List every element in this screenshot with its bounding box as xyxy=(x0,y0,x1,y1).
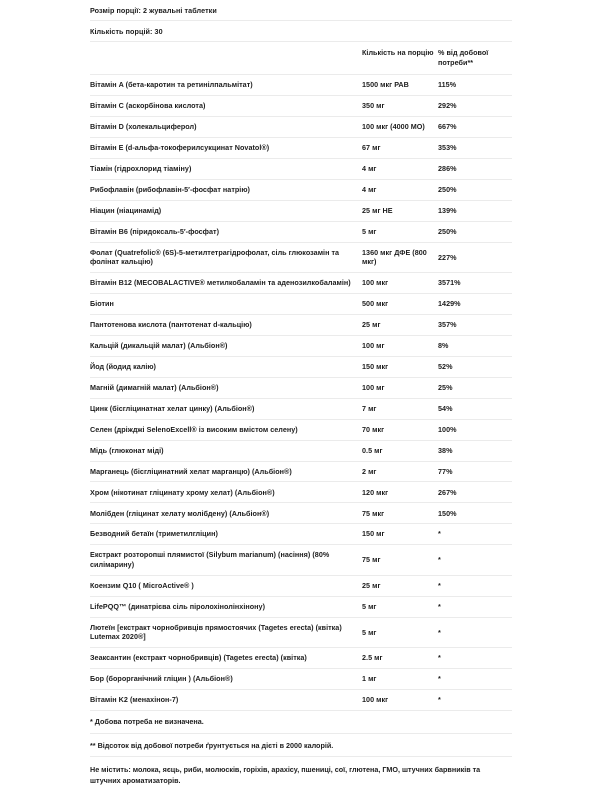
nutrient-daily-value: 250% xyxy=(438,221,512,242)
nutrient-name: Бор (борорганічний гліцин ) (Альбіон®) xyxy=(90,669,362,690)
nutrient-daily-value: * xyxy=(438,596,512,617)
nutrient-name: Цинк (бісгліцинатнат хелат цинку) (Альбіон®) xyxy=(90,398,362,419)
nutrient-daily-value: 250% xyxy=(438,179,512,200)
nutrient-daily-value: 54% xyxy=(438,398,512,419)
nutrient-amount: 350 мг xyxy=(362,96,438,117)
table-row xyxy=(90,545,512,576)
nutrient-daily-value: 150% xyxy=(438,503,512,524)
table-header-row xyxy=(90,42,512,75)
nutrient-daily-value: * xyxy=(438,669,512,690)
table-row xyxy=(90,419,512,440)
nutrient-name: Біотин xyxy=(90,294,362,315)
table-row xyxy=(90,398,512,419)
nutrient-daily-value: 8% xyxy=(438,335,512,356)
nutrient-name: Зеаксантин (екстракт чорнобривців) (Tagetes erecta) (квітка) xyxy=(90,648,362,669)
nutrient-amount: 67 мг xyxy=(362,138,438,159)
nutrient-name: Безводний бетаїн (триметилгліцин) xyxy=(90,524,362,545)
nutrient-name: Коензим Q10 ( MicroActive® ) xyxy=(90,575,362,596)
table-row xyxy=(90,669,512,690)
nutrient-name: Пантотенова кислота (пантотенат d-кальцію) xyxy=(90,315,362,336)
nutrient-amount: 70 мкг xyxy=(362,419,438,440)
nutrient-name: Екстракт розторопші плямистої (Silybum marianum) (насіння) (80% силімарину) xyxy=(90,545,362,576)
nutrient-daily-value: 139% xyxy=(438,200,512,221)
nutrient-amount: 1360 мкг ДФЕ (800 мкг) xyxy=(362,242,438,273)
column-header-nutrient xyxy=(90,42,362,75)
nutrient-amount: 5 мг xyxy=(362,617,438,648)
nutrient-amount: 0.5 мг xyxy=(362,440,438,461)
nutrient-amount: 25 мг xyxy=(362,575,438,596)
nutrient-name: Молібден (гліцинат хелату молібдену) (Альбіон®) xyxy=(90,503,362,524)
nutrient-amount: 5 мг xyxy=(362,221,438,242)
table-row xyxy=(90,524,512,545)
nutrient-amount: 100 мг xyxy=(362,335,438,356)
nutrient-name: Вітамін D (холекальциферол) xyxy=(90,117,362,138)
nutrient-daily-value: 77% xyxy=(438,461,512,482)
table-row xyxy=(90,96,512,117)
nutrient-name: Марганець (бісгліцинатний хелат марганцю) (Альбіон®) xyxy=(90,461,362,482)
table-row xyxy=(90,315,512,336)
nutrient-name: Вітамін B6 (піридоксаль-5′-фосфат) xyxy=(90,221,362,242)
nutrient-name: Йод (йодид калію) xyxy=(90,356,362,377)
nutrient-daily-value: 292% xyxy=(438,96,512,117)
nutrient-daily-value: 25% xyxy=(438,377,512,398)
nutrient-daily-value: * xyxy=(438,545,512,576)
nutrient-daily-value: 3571% xyxy=(438,273,512,294)
nutrient-daily-value: * xyxy=(438,690,512,711)
table-row xyxy=(90,273,512,294)
nutrient-name: Вітамін C (аскорбінова кислота) xyxy=(90,96,362,117)
nutrient-daily-value: 286% xyxy=(438,158,512,179)
table-row xyxy=(90,596,512,617)
nutrient-amount: 4 мг xyxy=(362,158,438,179)
nutrient-amount: 100 мкг xyxy=(362,690,438,711)
nutrient-amount: 100 мкг xyxy=(362,273,438,294)
table-row xyxy=(90,575,512,596)
table-row xyxy=(90,377,512,398)
nutrient-name: Лютеїн [екстракт чорнобривців прямостоячих (Tagetes erecta) (квітка) Lutemax 2020®] xyxy=(90,617,362,648)
table-row xyxy=(90,335,512,356)
nutrient-daily-value: 52% xyxy=(438,356,512,377)
nutrient-daily-value: 38% xyxy=(438,440,512,461)
table-row xyxy=(90,294,512,315)
nutrient-name: Селен (дріжджі SelenoExcell® із високим вмістом селену) xyxy=(90,419,362,440)
supplement-facts-table xyxy=(90,42,512,711)
table-row xyxy=(90,200,512,221)
nutrient-daily-value: 357% xyxy=(438,315,512,336)
nutrient-daily-value: * xyxy=(438,617,512,648)
table-row xyxy=(90,648,512,669)
allergen-statement: Не містить: молока, яєць, риби, молюсків, горіхів, арахісу, пшениці, сої, глютена, ГМО, штучних барвників та штучних ароматизаторів. xyxy=(90,765,481,786)
table-header xyxy=(90,42,512,75)
nutrient-name: Магній (димагній малат) (Альбіон®) xyxy=(90,377,362,398)
table-row xyxy=(90,440,512,461)
table-row xyxy=(90,482,512,503)
table-row xyxy=(90,138,512,159)
nutrient-daily-value: 115% xyxy=(438,75,512,96)
nutrient-name: Вітамін K2 (менахінон-7) xyxy=(90,690,362,711)
nutrient-daily-value: 667% xyxy=(438,117,512,138)
nutrient-amount: 5 мг xyxy=(362,596,438,617)
nutrient-amount: 7 мг xyxy=(362,398,438,419)
nutrient-amount: 4 мг xyxy=(362,179,438,200)
table-row xyxy=(90,461,512,482)
nutrient-amount: 1 мг xyxy=(362,669,438,690)
table-row xyxy=(90,179,512,200)
table-body xyxy=(90,75,512,711)
nutrient-daily-value: 100% xyxy=(438,419,512,440)
nutrient-name: Рибофлавін (рибофлавін-5′-фосфат натрію) xyxy=(90,179,362,200)
nutrient-daily-value: * xyxy=(438,524,512,545)
nutrient-name: Фолат (Quatrefolic® (6S)-5-метилтетрагідрофолат, сіль глюкозамін та фолінат кальцію) xyxy=(90,242,362,273)
nutrient-name: Вітамін Е (d-альфа-токоферилсукцинат Novatol®) xyxy=(90,138,362,159)
nutrient-name: LifePQQ™ (динатрієва сіль піролохінолінхінону) xyxy=(90,596,362,617)
nutrient-amount: 2 мг xyxy=(362,461,438,482)
nutrient-amount: 1500 мкг РАВ xyxy=(362,75,438,96)
table-row xyxy=(90,158,512,179)
table-row xyxy=(90,356,512,377)
nutrient-amount: 25 мг xyxy=(362,315,438,336)
nutrient-name: Хром (нікотинат гліцинату хрому хелат) (Альбіон®) xyxy=(90,482,362,503)
nutrient-daily-value: * xyxy=(438,648,512,669)
footnote-double-star: ** Відсоток від добової потреби ґрунтується на дієті в 2000 калорій. xyxy=(90,734,512,757)
nutrient-amount: 75 мкг xyxy=(362,503,438,524)
nutrient-amount: 150 мг xyxy=(362,524,438,545)
table-row xyxy=(90,617,512,648)
column-header-amount-per-serving: Кількість на порцію xyxy=(362,42,438,75)
column-header-daily-value: % від добової потреби** xyxy=(438,42,512,75)
nutrient-name: Тіамін (гідрохлорид тіаміну) xyxy=(90,158,362,179)
nutrient-amount: 150 мкг xyxy=(362,356,438,377)
nutrient-daily-value: 267% xyxy=(438,482,512,503)
table-row xyxy=(90,221,512,242)
nutrient-amount: 100 мг xyxy=(362,377,438,398)
table-row xyxy=(90,75,512,96)
table-row xyxy=(90,117,512,138)
table-row xyxy=(90,503,512,524)
nutrient-name: Кальцій (дикальцій малат) (Альбіон®) xyxy=(90,335,362,356)
servings-per-container-line: Кількість порцій: 30 xyxy=(90,21,512,42)
nutrient-amount: 100 мкг (4000 МО) xyxy=(362,117,438,138)
nutrient-amount: 75 мг xyxy=(362,545,438,576)
nutrient-amount: 120 мкг xyxy=(362,482,438,503)
nutrient-name: Вітамін A (бета-каротин та ретинілпальмітат) xyxy=(90,75,362,96)
footnote-star: * Добова потреба не визначена. xyxy=(90,711,512,734)
table-row xyxy=(90,242,512,273)
nutrient-name: Ніацин (ніацинамід) xyxy=(90,200,362,221)
nutrient-daily-value: * xyxy=(438,575,512,596)
nutrient-name: Вітамін B12 (MECOBALACTIVE® метилкобаламін та аденозилкобаламін) xyxy=(90,273,362,294)
serving-size-line: Розмір порції: 2 жувальні таблетки xyxy=(90,0,512,21)
nutrient-daily-value: 1429% xyxy=(438,294,512,315)
nutrient-amount: 2.5 мг xyxy=(362,648,438,669)
table-row xyxy=(90,690,512,711)
nutrient-amount: 25 мг НЕ xyxy=(362,200,438,221)
nutrient-daily-value: 353% xyxy=(438,138,512,159)
nutrient-name: Мідь (глюконат міді) xyxy=(90,440,362,461)
nutrient-daily-value: 227% xyxy=(438,242,512,273)
nutrient-amount: 500 мкг xyxy=(362,294,438,315)
